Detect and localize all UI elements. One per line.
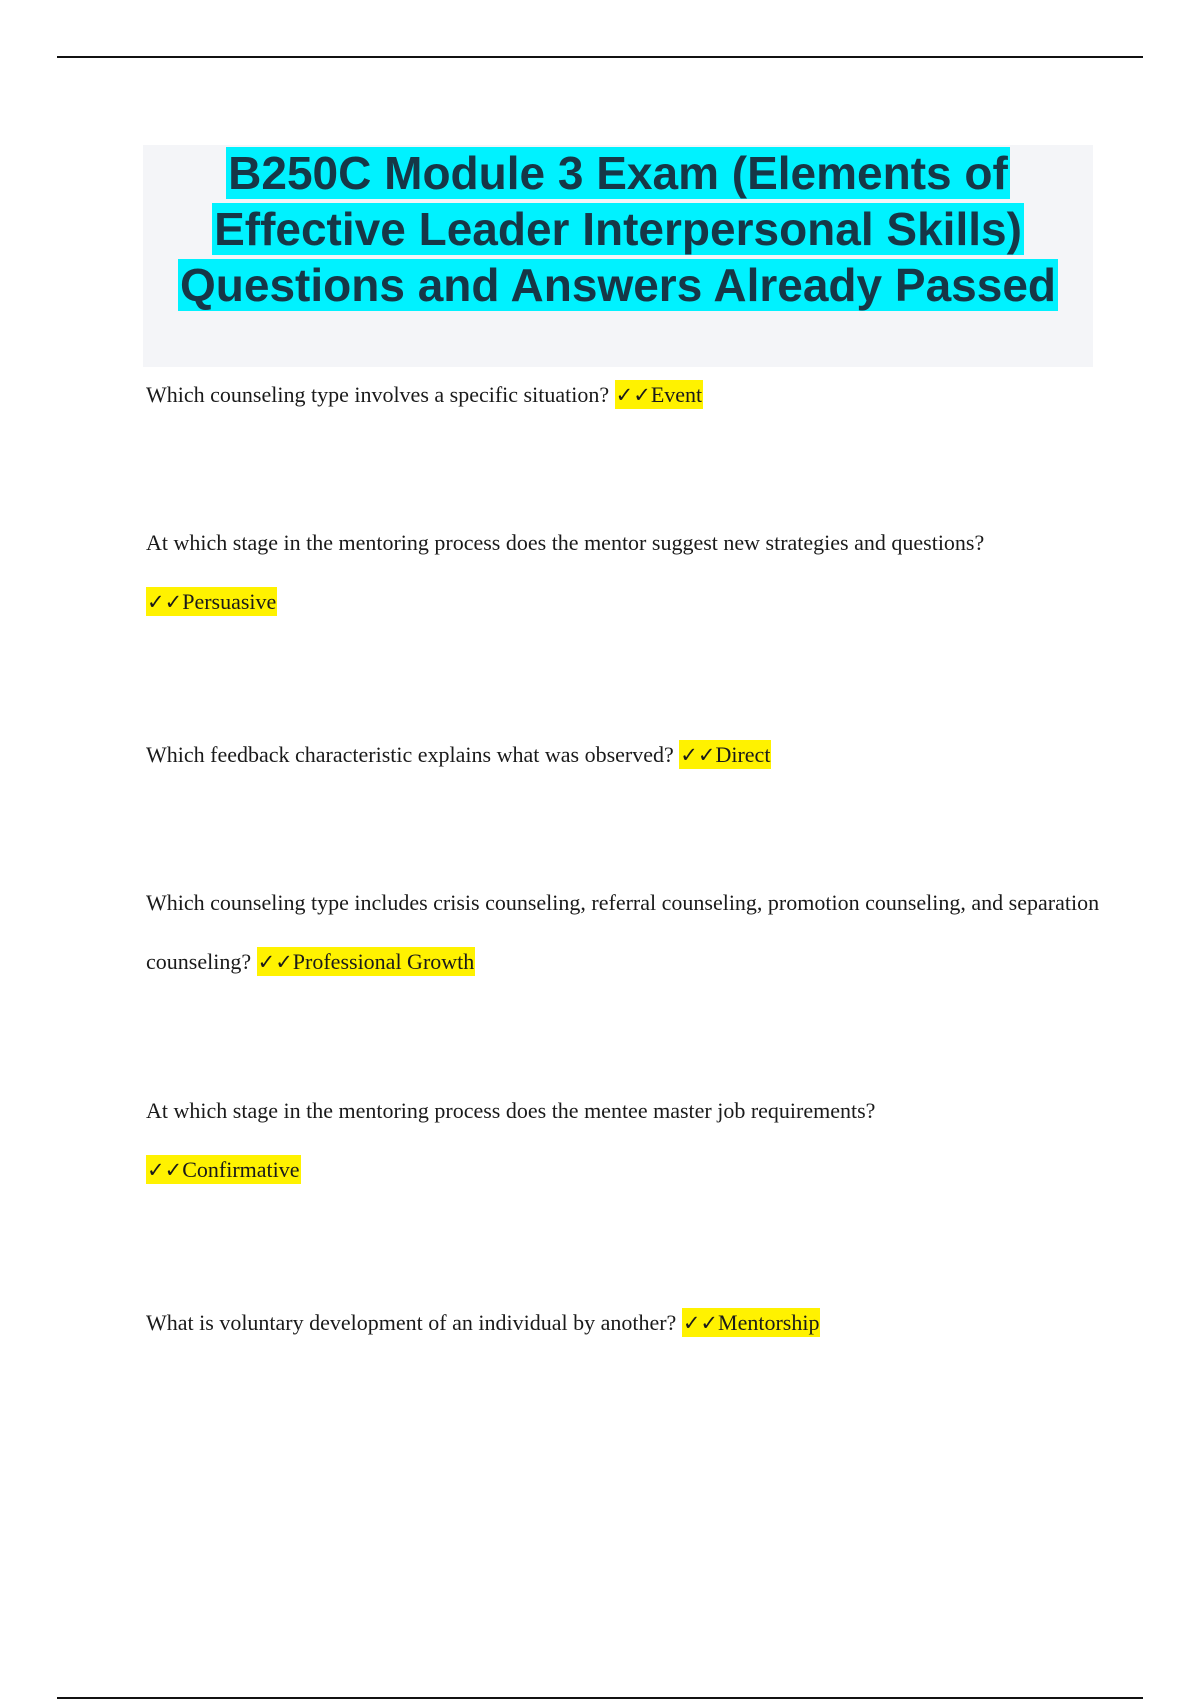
qa-item-3 — [146, 725, 1101, 785]
question-text: Which feedback characteristic explains what was observed? — [146, 742, 680, 767]
qa-item-4 — [146, 873, 1101, 992]
question-text: Which counseling type includes crisis counseling, referral counseling, promotion counseling, and separation counseling? — [146, 890, 1100, 974]
document-title — [143, 145, 1093, 313]
question-text: Which counseling type involves a specific situation? — [146, 382, 615, 407]
answer-highlight — [257, 947, 476, 976]
double-check-icon: ✓✓ — [147, 590, 183, 614]
answer-text: Event — [650, 382, 703, 407]
answer-text: Confirmative — [182, 1157, 300, 1182]
double-check-icon: ✓✓ — [257, 950, 293, 974]
answer-highlight — [615, 380, 704, 409]
header-rule — [57, 56, 1143, 58]
qa-item-6 — [146, 1293, 1101, 1353]
double-check-icon: ✓✓ — [680, 743, 716, 767]
double-check-icon: ✓✓ — [147, 1158, 183, 1182]
question-text: At which stage in the mentoring process does the mentee master job requirements? — [146, 1098, 876, 1123]
answer-highlight — [679, 740, 771, 769]
answer-text: Persuasive — [182, 589, 277, 614]
answer-highlight — [146, 587, 277, 616]
qa-item-1 — [146, 365, 1101, 425]
question-text: What is voluntary development of an individual by another? — [146, 1310, 682, 1335]
document-title-text: B250C Module 3 Exam (Elements of Effective Leader Interpersonal Skills) Questions and Answers Already Passed — [179, 147, 1057, 311]
answer-text: Direct — [715, 742, 771, 767]
answer-text: Mentorship — [718, 1310, 820, 1335]
double-check-icon: ✓✓ — [615, 383, 651, 407]
answer-highlight — [682, 1308, 821, 1337]
footer-rule — [57, 1697, 1143, 1699]
answer-text: Professional Growth — [292, 949, 475, 974]
qa-item-5 — [146, 1081, 1101, 1200]
answer-highlight — [146, 1155, 301, 1184]
qa-item-2 — [146, 513, 1101, 632]
double-check-icon: ✓✓ — [682, 1311, 719, 1335]
question-text: At which stage in the mentoring process does the mentor suggest new strategies and questions? — [146, 530, 985, 555]
